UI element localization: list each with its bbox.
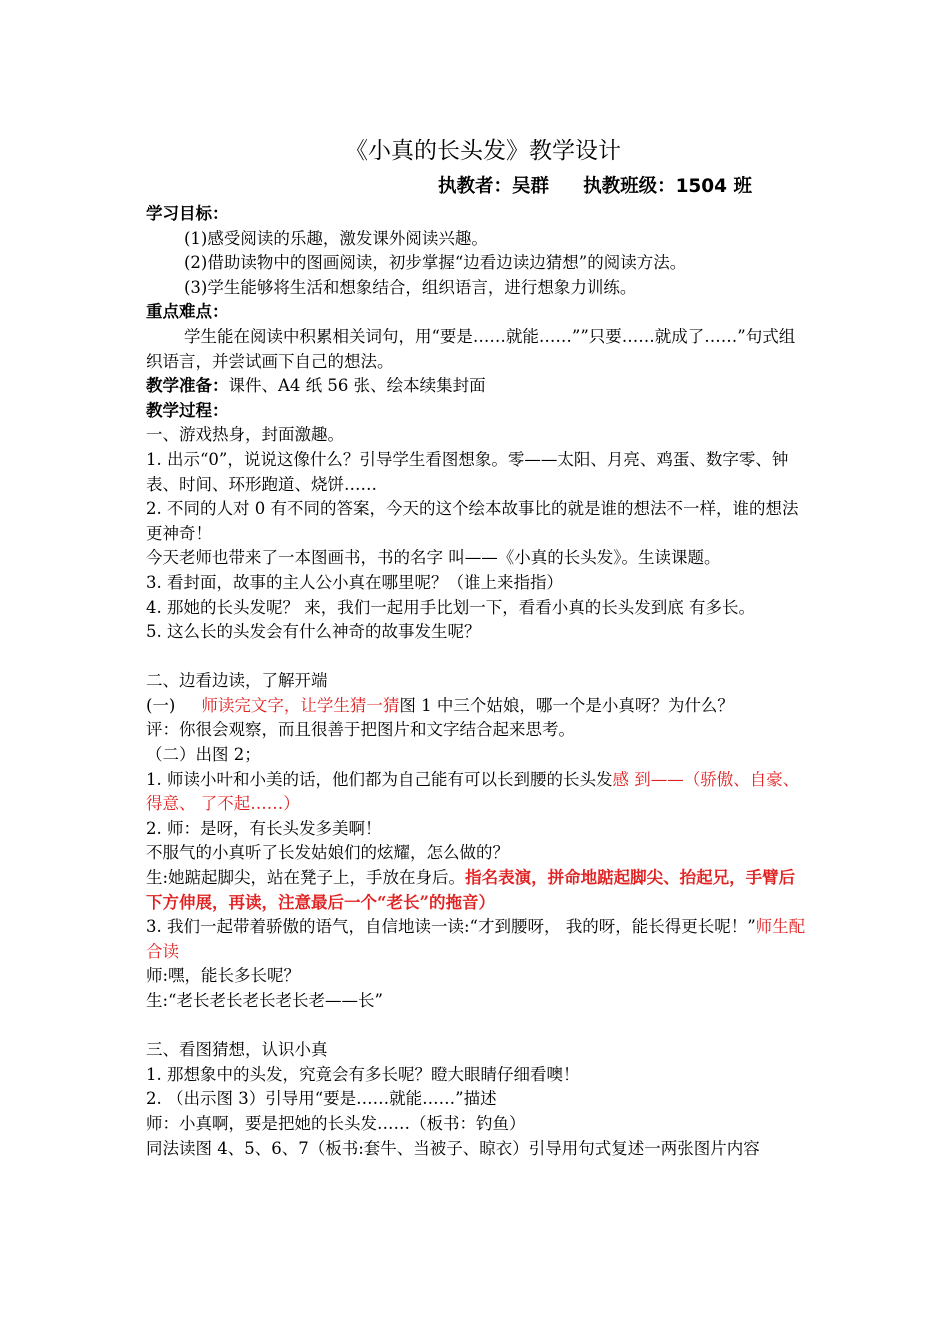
process-line	[146, 866, 810, 915]
process-line: 今天老师也带来了一本图画书，书的名字 叫——《小真的长头发》。生读课题。	[146, 548, 721, 568]
section-title: 一、游戏热身，封面激趣。	[146, 425, 344, 445]
highlight-text: 感 到——（骄傲、自豪、得意、 了不起……）	[146, 769, 800, 814]
objective-item: (3)学生能够将生活和想象结合，组织语言，进行想象力训练。	[184, 277, 637, 297]
process-heading: 教学过程：	[146, 400, 229, 420]
process-line: 师:嘿，能长多长呢？	[146, 966, 301, 986]
process-line: 同法读图 4、5、6、7（板书:套牛、当被子、晾衣）引导用句式复述一两张图片内容	[146, 1138, 760, 1158]
class-label: 执教班级：1504 班	[583, 176, 752, 197]
process-line: 生:“老长老长老长老长老——长”	[146, 991, 383, 1010]
keypoints-heading: 重点难点：	[146, 302, 229, 322]
process-line: 不服气的小真听了长发姑娘们的炫耀，怎么做的？	[146, 843, 509, 863]
process-line: 4. 那她的长头发呢？ 来，我们一起用手比划一下，看看小真的长头发到底 有多长。	[146, 597, 755, 617]
process-line: 评：你很会观察，而且很善于把图片和文字结合起来思考。	[146, 720, 575, 740]
plain-text: 3. 我们一起带着骄傲的语气，自信地读一读:“才到腰呀， 我的呀，能长得更长呢！”	[146, 917, 756, 937]
process-line	[146, 694, 810, 719]
process-line: 1. 出示“0”，说说这像什么？引导学生看图想象。零——太阳、月亮、鸡蛋、数字零、钟表、时间、环形跑道、烧饼……	[146, 449, 789, 494]
plain-text: 生:她踮起脚尖，站在凳子上，手放在身后。	[146, 868, 466, 888]
process-line: 2. （出示图 3）引导用“要是……就能……”描述	[146, 1089, 497, 1109]
blank-line	[146, 1014, 810, 1039]
teacher-label: 执教者：吴群	[438, 176, 550, 197]
objectives-heading: 学习目标：	[146, 204, 229, 223]
process-line: 2. 不同的人对 0 有不同的答案，今天的这个绘本故事比的就是谁的想法不一样，谁的想法更神奇！	[146, 499, 799, 543]
process-line: 3. 看封面，故事的主人公小真在哪里呢？（谁上来指指）	[146, 572, 563, 592]
process-line: 1. 那想象中的头发，究竟会有多长呢？瞪大眼睛仔细看噢！	[146, 1064, 580, 1084]
process-line	[146, 768, 810, 817]
list-marker: (一)	[146, 695, 176, 715]
highlight-text: 师生配合读	[146, 917, 806, 961]
keypoints-text: 学生能在阅读中积累相关词句，用“要是……就能……””只要……就成了……”句式组织语言，并尝试画下自己的想法。	[146, 326, 796, 371]
prep-heading: 教学准备：	[146, 376, 229, 396]
process-line	[146, 915, 810, 964]
process-line: （二）出图 2；	[146, 745, 261, 765]
blank-line	[146, 645, 810, 670]
objective-item: (2)借助读物中的图画阅读，初步掌握“边看边读边猜想”的阅读方法。	[184, 253, 687, 273]
prep-text: 课件、A4 纸 56 张、绘本续集封面	[228, 376, 486, 396]
highlight-text: 指名表演，拼命地踮起脚尖、抬起兄，手臂后下方伸展，再读，注意最后一个“老长”的拖音）	[146, 868, 796, 912]
section-title: 二、边看边读，了解开端	[146, 671, 328, 691]
plain-text: 1. 师读小叶和小美的话，他们都为自己能有可以长到腰的长头发	[146, 769, 613, 789]
prep-line	[146, 374, 810, 399]
byline	[146, 174, 810, 200]
document-page	[146, 136, 810, 1161]
process-line: 5. 这么长的头发会有什么神奇的故事发生呢？	[146, 622, 481, 642]
process-line: 2. 师：是呀，有长头发多美啊！	[146, 818, 382, 838]
process-line: 师：小真啊，要是把她的长头发……（板书：钓鱼）	[146, 1113, 526, 1133]
plain-text: 图 1 中三个姑娘，哪一个是小真呀？为什么？	[399, 695, 734, 715]
objective-item: (1)感受阅读的乐趣，激发课外阅读兴趣。	[184, 228, 488, 248]
highlight-text: 师读完文字，让学生猜一猜	[201, 695, 400, 715]
page-title: 《小真的长头发》教学设计	[345, 138, 621, 164]
section-title: 三、看图猜想，认识小真	[146, 1040, 328, 1060]
